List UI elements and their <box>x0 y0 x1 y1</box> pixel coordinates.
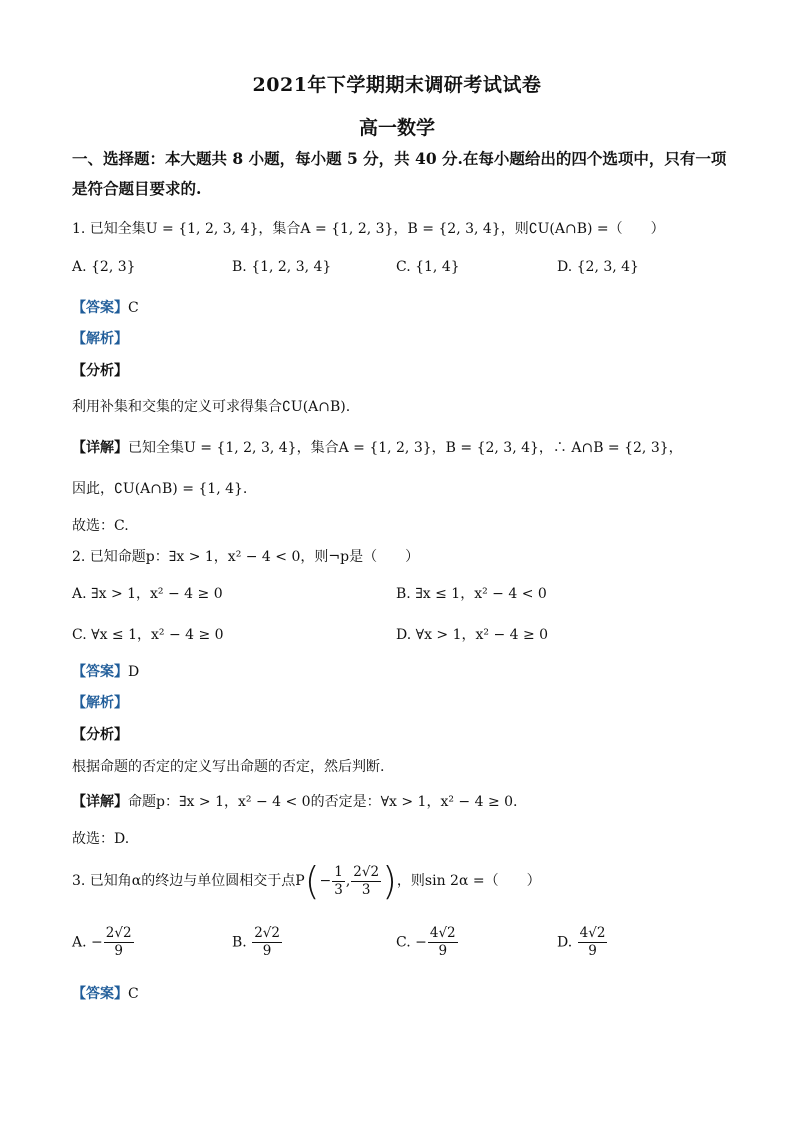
fraction-numerator: 4√2 <box>579 925 606 941</box>
fraction-denominator: 9 <box>262 943 272 959</box>
q1-detail-2: 因此，∁U(A∩B) = {1, 4}. <box>72 481 248 497</box>
q3-answer-line <box>72 983 139 1003</box>
question-1-stem: 1. 已知全集U = {1, 2, 3, 4}，集合A = {1, 2, 3}，B = {2, 3, 4}，则∁U(A∩B) =（ ） <box>72 221 665 237</box>
q2-conclusion: 故选：D. <box>72 831 130 847</box>
q2-option-a: A. ∃x > 1，x² − 4 ≥ 0 <box>72 586 223 602</box>
fraction-numerator: 2√2 <box>353 863 380 880</box>
q1-answer-line <box>72 297 139 317</box>
q2-fenxi-tag: 【分析】 <box>72 727 128 743</box>
q2-analysis: 根据命题的否定的定义写出命题的否定，然后判断. <box>72 759 385 775</box>
q2-option-c: C. ∀x ≤ 1，x² − 4 ≥ 0 <box>72 627 224 643</box>
detail-tag: 【详解】 <box>72 440 128 456</box>
q3-answer-value: C <box>128 986 139 1002</box>
q1-option-a: A. {2, 3} <box>72 259 136 275</box>
fraction-numerator: 4√2 <box>429 925 456 941</box>
q2-answer-line <box>72 661 139 681</box>
q1-option-b: B. {1, 2, 3, 4} <box>232 259 332 275</box>
q2-option-b: B. ∃x ≤ 1，x² − 4 < 0 <box>396 586 547 602</box>
option-sign: − <box>415 934 427 951</box>
q1-analysis: 利用补集和交集的定义可求得集合∁U(A∩B). <box>72 399 351 415</box>
option-fraction <box>428 925 458 960</box>
comma: , <box>345 873 351 889</box>
option-fraction <box>578 925 608 960</box>
option-label: D. <box>557 934 573 951</box>
q2-jiexi-tag: 【解析】 <box>72 695 128 711</box>
fraction-numerator: 2√2 <box>105 925 132 941</box>
q3-option-d <box>557 925 608 960</box>
q3-point-x-sign: − <box>319 873 332 889</box>
fraction-denominator: 9 <box>438 943 448 959</box>
q3-point-x-fraction <box>332 864 345 899</box>
q3-stem-post: ，则sin 2α =（ ） <box>396 873 541 889</box>
q1-detail-1-text: 已知全集U = {1, 2, 3, 4}，集合A = {1, 2, 3}，B = {2, 3, 4}，∴ A∩B = {2, 3}， <box>128 440 683 456</box>
q1-conclusion: 故选：C. <box>72 518 129 534</box>
page-subtitle: 高一数学 <box>358 117 435 139</box>
q3-stem-pre: 3. 已知角α的终边与单位圆相交于点P <box>72 873 305 889</box>
q1-option-c: C. {1, 4} <box>396 259 460 275</box>
question-3-stem <box>72 858 541 904</box>
option-sign: − <box>91 934 103 951</box>
q1-detail-1 <box>72 437 683 457</box>
q2-detail-1-text: 命题p：∃x > 1，x² − 4 < 0的否定是：∀x > 1，x² − 4 ≥ 0. <box>128 794 518 810</box>
fraction-numerator: 1 <box>334 863 343 880</box>
q3-option-b <box>232 925 283 960</box>
q1-fenxi-tag: 【分析】 <box>72 363 128 379</box>
section-heading: 一、选择题：本大题共 8 小题，每小题 5 分，共 40 分.在每小题给出的四个选项中，只有一项是符合题目要求的. <box>72 149 727 198</box>
q2-detail-1 <box>72 791 518 811</box>
answer-tag: 【答案】 <box>72 664 128 680</box>
q2-answer-value: D <box>128 664 140 680</box>
left-paren: ( <box>304 859 320 903</box>
fraction-numerator: 2√2 <box>254 925 280 941</box>
q3-option-c <box>396 925 459 960</box>
fraction-denominator: 3 <box>361 881 371 898</box>
option-label: B. <box>232 934 247 951</box>
detail-tag: 【详解】 <box>72 794 128 810</box>
option-fraction <box>252 925 282 960</box>
fraction-denominator: 9 <box>588 943 597 959</box>
q1-answer-value: C <box>128 300 139 316</box>
option-fraction <box>104 925 134 960</box>
option-label: A. <box>72 934 87 951</box>
page-title: 2021年下学期期末调研考试试卷 <box>252 74 542 96</box>
answer-tag: 【答案】 <box>72 986 128 1002</box>
q3-point-y-fraction <box>351 864 381 899</box>
option-label: C. <box>396 934 411 951</box>
fraction-denominator: 9 <box>114 943 123 959</box>
fraction-denominator: 3 <box>334 881 343 898</box>
question-2-stem: 2. 已知命题p：∃x > 1，x² − 4 < 0，则¬p是（ ） <box>72 549 420 565</box>
answer-tag: 【答案】 <box>72 300 128 316</box>
q2-option-d: D. ∀x > 1，x² − 4 ≥ 0 <box>396 627 549 643</box>
q1-option-d: D. {2, 3, 4} <box>557 259 639 275</box>
q1-jiexi-tag: 【解析】 <box>72 331 128 347</box>
right-paren: ) <box>382 859 397 903</box>
q3-option-a <box>72 925 135 960</box>
